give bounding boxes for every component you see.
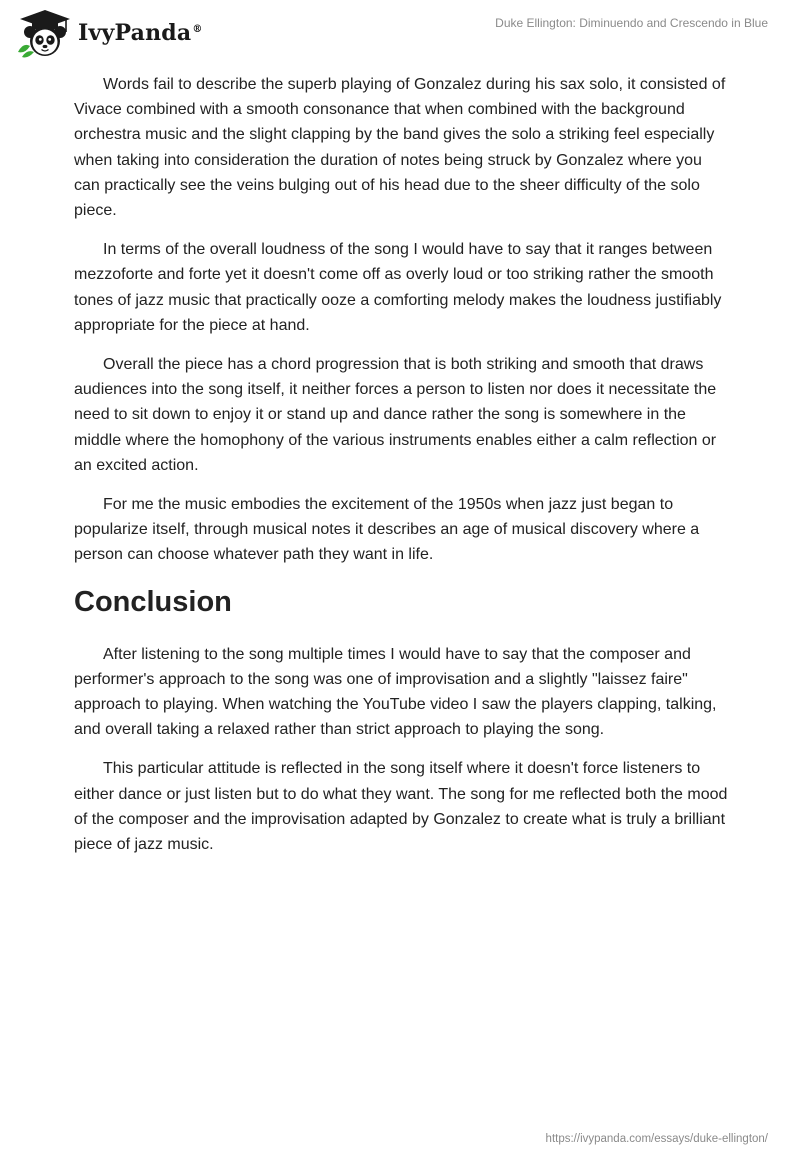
paragraph-attitude: This particular attitude is reflected in the song itself where it doesn't force listeners to either dance or just listen but to do what they want. The song for me reflected both the mood of the composer and the improvisation adapted by Gonzalez to create what is truly a brilliant piece of jazz music. (74, 760, 728, 854)
conclusion-heading: Conclusion (74, 585, 232, 618)
brand-logo[interactable] (14, 8, 203, 58)
running-title: Duke Ellington: Diminuendo and Crescendo in Blue (495, 16, 768, 30)
brand-name: IvyPanda® (78, 20, 203, 46)
paragraph-improvisation: After listening to the song multiple times I would have to say that the composer and performer's approach to the song was one of improvisation and a slightly "laissez faire" approach to playing. When watching the YouTube video I saw the players clapping, talking, and overall taking a relaxed rather than strict approach to playing the song. (74, 645, 717, 739)
source-url-link[interactable]: https://ivypanda.com/essays/duke-ellington/ (545, 1133, 768, 1145)
essay-body (74, 72, 730, 871)
paragraph-1950s: For me the music embodies the excitement of the 1950s when jazz just began to popularize itself, through musical notes it describes an age of musical discovery where a person can choose whatever path they want in life. (74, 496, 700, 564)
paragraph-chord-progression: Overall the piece has a chord progression that is both striking and smooth that draws audiences into the song itself, it neither forces a person to listen nor does it necessitate the need to sit down to enjoy it or stand up and dance rather the song is somewhere in the middle where the homophony of the various instruments enables either a calm reflection or an excited action. (74, 356, 717, 474)
paragraph-gonzalez-solo: Words fail to describe the superb playing of Gonzalez during his sax solo, it consisted of Vivace combined with a smooth consonance that when combined with the background orchestra music and the slight clapping by the band gives the solo a striking feel especially when taking into consideration the duration of notes being struck by Gonzalez where you can practically see the veins bulging out of his head due to the sheer difficulty of the solo piece. (74, 76, 726, 220)
panda-logo-icon (14, 8, 76, 58)
page-header (0, 0, 800, 60)
registered-mark: ® (192, 23, 203, 35)
paragraph-loudness: In terms of the overall loudness of the song I would have to say that it ranges between mezzoforte and forte yet it doesn't come off as overly loud or too striking rather the smooth tones of jazz music that practically ooze a comforting melody makes the loudness justifiably appropriate for the piece at hand. (74, 241, 722, 334)
